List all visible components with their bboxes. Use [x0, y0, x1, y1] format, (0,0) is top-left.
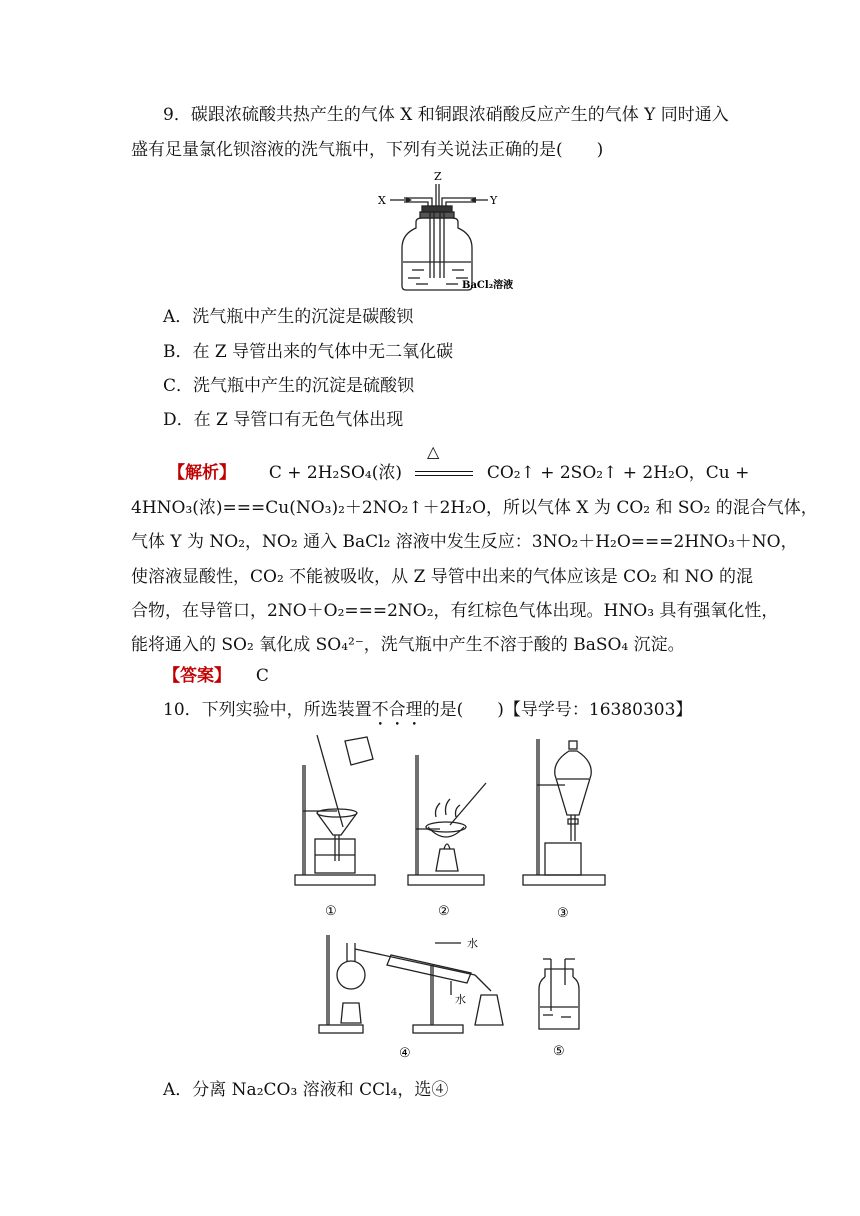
water-in-label: 水 [455, 993, 466, 1006]
q10-option-a: A．分离 Na₂CO₃ 溶液和 CCl₄，选④ [163, 1080, 449, 1100]
q9-label-solution: BaCl₂溶液 [462, 280, 514, 291]
label-3: ③ [557, 906, 569, 921]
apparatus-5-wash-bottle [535, 955, 585, 1065]
q10-suffix: 的是( )【导学号：16380303】 [422, 700, 693, 720]
analysis-eq1-rhs: CO₂↑ + 2SO₂↑ + 2H₂O，Cu + [486, 463, 750, 483]
answer-tag: 【答案】 [163, 666, 231, 686]
analysis-line6: 能将通入的 SO₂ 氧化成 SO₄²⁻，洗气瓶中产生不溶于酸的 BaSO₄ 沉淀。 [131, 635, 685, 655]
q9-option-d: D．在 Z 导管口有无色气体出现 [163, 410, 404, 430]
analysis-line5: 合物，在导管口，2NO＋O₂===2NO₂，有红棕色气体出现。HNO₃ 具有强氧化性， [131, 601, 779, 621]
q10-prefix: 10．下列实验中，所选装置 [163, 700, 372, 720]
q9-option-b: B．在 Z 导管出来的气体中无二氧化碳 [163, 342, 454, 362]
q9-label-y: Y [490, 194, 498, 207]
analysis-tag: 【解析】 [168, 463, 236, 483]
analysis-line1 [168, 461, 749, 485]
q9-label-x: X [378, 194, 386, 207]
q10-emphasis: 不合理 [371, 700, 423, 720]
q9-stem-line2: 盛有足量氯化钡溶液的洗气瓶中，下列有关说法正确的是( ) [131, 140, 604, 160]
answer-value: C [255, 666, 269, 686]
heat-symbol: △ [427, 442, 440, 461]
water-out-label: 水 [467, 937, 478, 950]
apparatus-1-filtration [285, 735, 385, 925]
analysis-eq1-lhs: C + 2H₂SO₄(浓) [268, 463, 402, 483]
analysis-line4: 使溶液显酸性，CO₂ 不能被吸收，从 Z 导管中出来的气体应该是 CO₂ 和 NO 的混 [131, 567, 753, 587]
q9-option-c: C．洗气瓶中产生的沉淀是硫酸钡 [163, 376, 415, 396]
analysis-line2: 4HNO₃(浓)===Cu(NO₃)₂＋2NO₂↑＋2H₂O，所以气体 X 为 CO₂ 和 SO₂ 的混合气体， [131, 498, 818, 518]
equation-sign [415, 471, 473, 476]
q9-stem-line1: 9．碳跟浓硫酸共热产生的气体 X 和铜跟浓硝酸反应产生的气体 Y 同时通入 [163, 105, 729, 125]
answer-line [163, 664, 269, 688]
q9-wash-bottle-figure [376, 170, 526, 295]
label-1: ① [325, 904, 337, 919]
label-4: ④ [399, 1046, 411, 1061]
q9-label-z: Z [434, 170, 442, 183]
label-2: ② [438, 904, 450, 919]
apparatus-3-separatory-funnel [515, 735, 615, 925]
label-5: ⑤ [553, 1044, 565, 1059]
q9-option-a: A．洗气瓶中产生的沉淀是碳酸钡 [163, 307, 414, 327]
q10-stem [163, 698, 692, 730]
apparatus-4-distillation [315, 925, 525, 1065]
analysis-line3: 气体 Y 为 NO₂，NO₂ 通入 BaCl₂ 溶液中发生反应：3NO₂＋H₂O===2HNO₃＋NO， [131, 532, 798, 552]
apparatus-2-evaporation [400, 755, 500, 925]
